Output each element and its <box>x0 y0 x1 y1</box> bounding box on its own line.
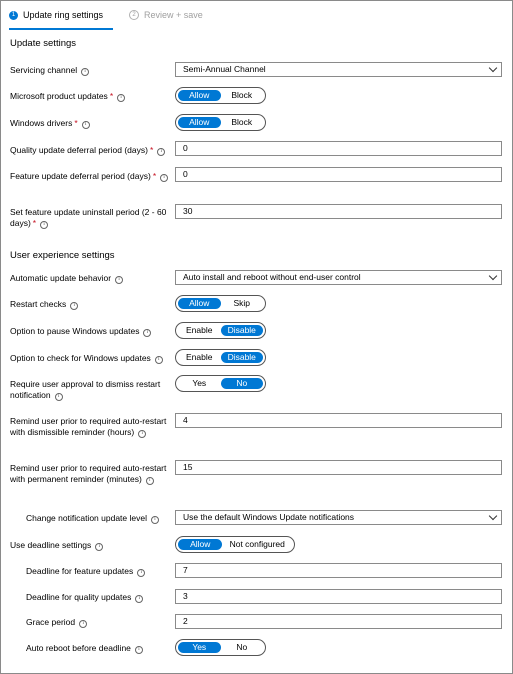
info-icon[interactable]: i <box>135 595 143 603</box>
auto-update-behavior-label: Automatic update behavior i <box>10 273 170 284</box>
info-icon[interactable]: i <box>138 430 146 438</box>
notification-level-select[interactable]: Use the default Windows Update notifications <box>175 510 502 525</box>
enable-option[interactable]: Enable <box>186 352 213 362</box>
info-icon[interactable]: i <box>55 393 63 401</box>
approval-dismiss-toggle[interactable] <box>175 375 266 392</box>
step-update-ring-settings[interactable] <box>9 10 103 20</box>
windows-drivers-toggle[interactable] <box>175 114 266 131</box>
info-icon[interactable]: i <box>143 329 151 337</box>
restart-checks-toggle[interactable] <box>175 295 266 312</box>
info-icon[interactable]: i <box>79 620 87 628</box>
section-user-experience: User experience settings <box>10 250 115 261</box>
ms-product-updates-toggle[interactable] <box>175 87 266 104</box>
allow-option[interactable]: Allow <box>178 90 221 101</box>
pause-updates-label: Option to pause Windows updates i <box>10 326 175 337</box>
info-icon[interactable]: i <box>151 516 159 524</box>
info-icon[interactable]: i <box>40 221 48 229</box>
disable-option[interactable]: Disable <box>221 325 264 336</box>
step-number: 2 <box>129 10 139 20</box>
grace-period-input[interactable]: 2 <box>175 614 502 629</box>
step-label: Update ring settings <box>23 10 104 20</box>
info-icon[interactable]: i <box>135 646 143 654</box>
step-review-save[interactable] <box>129 10 203 20</box>
allow-option[interactable]: Allow <box>178 298 221 309</box>
block-option[interactable]: Block <box>231 90 253 100</box>
notification-level-label: Change notification update level i <box>26 513 176 524</box>
grace-period-label: Grace period i <box>26 617 171 628</box>
feature-deferral-input[interactable]: 0 <box>175 167 502 182</box>
chevron-down-icon <box>489 512 497 520</box>
step-number: 1 <box>9 11 18 20</box>
info-icon[interactable]: i <box>81 68 89 76</box>
approval-dismiss-label: Require user approval to dismiss restart notification i <box>10 379 161 400</box>
block-option[interactable]: Block <box>231 117 253 127</box>
deadline-quality-input[interactable]: 3 <box>175 589 502 604</box>
uninstall-period-label: Set feature update uninstall period (2 - 60 days) * i <box>10 207 167 228</box>
section-update-settings: Update settings <box>10 38 77 49</box>
info-icon[interactable]: i <box>160 174 168 182</box>
no-option[interactable]: No <box>221 378 264 389</box>
info-icon[interactable]: i <box>146 477 154 485</box>
feature-deferral-label: Feature update deferral period (days) * i <box>10 171 170 182</box>
remind-dismissible-input[interactable]: 4 <box>175 413 502 428</box>
yes-option[interactable]: Yes <box>192 378 207 388</box>
info-icon[interactable]: i <box>155 356 163 364</box>
quality-deferral-label: Quality update deferral period (days) * i <box>10 145 180 156</box>
allow-option[interactable]: Allow <box>178 117 221 128</box>
remind-permanent-label: Remind user prior to required auto-restart with permanent reminder (minutes) i <box>10 463 167 484</box>
remind-permanent-input[interactable]: 15 <box>175 460 502 475</box>
ms-product-updates-label: Microsoft product updates * i <box>10 91 170 102</box>
quality-deferral-input[interactable]: 0 <box>175 141 502 156</box>
auto-reboot-label: Auto reboot before deadline i <box>26 643 171 654</box>
pause-updates-toggle[interactable] <box>175 322 266 339</box>
step-label: Review + save <box>144 10 203 20</box>
info-icon[interactable]: i <box>115 276 123 284</box>
check-updates-toggle[interactable] <box>175 349 266 366</box>
info-icon[interactable]: i <box>82 121 90 129</box>
remind-dismissible-label: Remind user prior to required auto-restart with dismissible reminder (hours) i <box>10 416 167 437</box>
not-configured-option[interactable]: Not configured <box>229 539 285 549</box>
deadline-quality-label: Deadline for quality updates i <box>26 592 171 603</box>
check-updates-label: Option to check for Windows updates i <box>10 353 175 364</box>
no-option[interactable]: No <box>236 642 248 652</box>
deadline-feature-input[interactable]: 7 <box>175 563 502 578</box>
windows-drivers-label: Windows drivers * i <box>10 118 170 129</box>
deadline-settings-toggle[interactable] <box>175 536 295 553</box>
info-icon[interactable]: i <box>117 94 125 102</box>
info-icon[interactable]: i <box>157 148 165 156</box>
allow-option[interactable]: Allow <box>178 539 222 550</box>
chevron-down-icon <box>489 64 497 72</box>
deadline-settings-label: Use deadline settings i <box>10 540 170 551</box>
info-icon[interactable]: i <box>137 569 145 577</box>
info-icon[interactable]: i <box>70 302 78 310</box>
disable-option[interactable]: Disable <box>221 352 264 363</box>
enable-option[interactable]: Enable <box>186 325 213 335</box>
info-icon[interactable]: i <box>95 543 103 551</box>
servicing-channel-label: Servicing channel i <box>10 65 170 76</box>
uninstall-period-input[interactable]: 30 <box>175 204 502 219</box>
auto-update-behavior-select[interactable]: Auto install and reboot without end-user control <box>175 270 502 285</box>
active-step-underline <box>9 28 113 30</box>
chevron-down-icon <box>489 272 497 280</box>
yes-option[interactable]: Yes <box>178 642 221 653</box>
servicing-channel-select[interactable]: Semi-Annual Channel <box>175 62 502 77</box>
skip-option[interactable]: Skip <box>233 298 251 308</box>
restart-checks-label: Restart checks i <box>10 299 170 310</box>
deadline-feature-label: Deadline for feature updates i <box>26 566 171 577</box>
auto-reboot-toggle[interactable] <box>175 639 266 656</box>
